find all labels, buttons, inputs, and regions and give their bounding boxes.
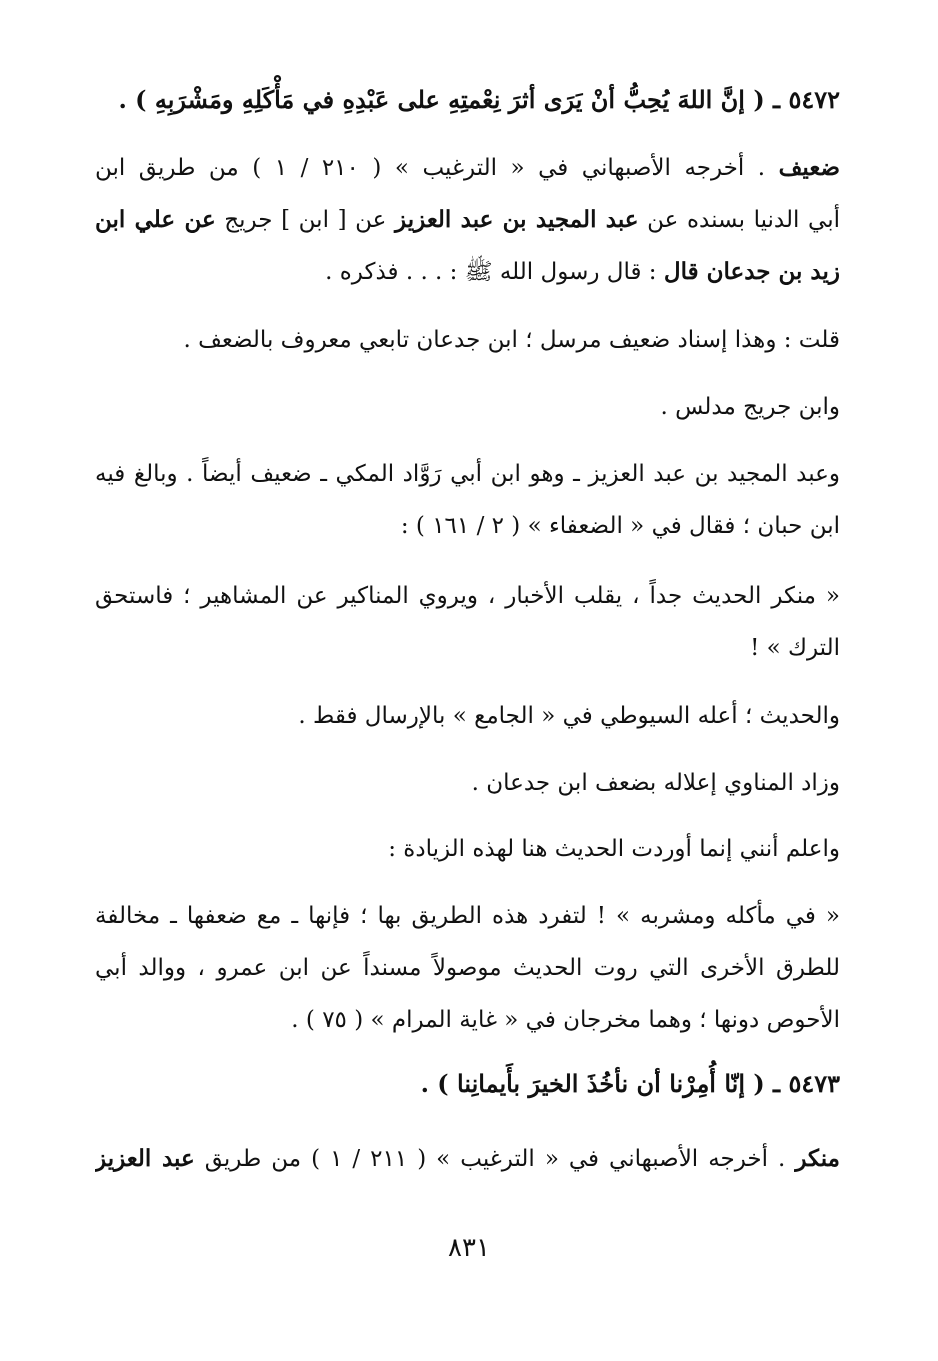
- text-line: « في مأكله ومشربه » ! لتفرد هذه الطريق بها ؛ فإنها ـ مع ضعفها ـ مخالفة: [95, 903, 840, 929]
- paragraph: [95, 823, 840, 875]
- text-line: الترك » !: [750, 635, 840, 661]
- paragraph: [95, 314, 840, 366]
- hadith-heading-5473: [95, 1058, 840, 1110]
- text-line: قلت : وهذا إسناد ضعيف مرسل ؛ ابن جدعان تابعي معروف بالضعف .: [183, 327, 840, 353]
- text-line: وعبد المجيد بن عبد العزيز ـ وهو ابن أبي رَوَّاد المكي ـ ضعيف أيضاً . وبالغ فيه: [95, 461, 840, 487]
- paragraph: [95, 690, 840, 742]
- grade-label: منكر: [795, 1145, 840, 1172]
- text-line: وابن جريج مدلس .: [660, 394, 840, 420]
- quote-paragraph: [95, 570, 840, 674]
- text-line: ضعيف . أخرجه الأصبهاني في « الترغيب » ( ٢١٠ / ١ ) من طريق ابن: [95, 154, 840, 181]
- text-line: أبي الدنيا بسنده عن عبد المجيد بن عبد العزيز عن [ ابن ] جريج عن علي ابن: [95, 206, 840, 233]
- text-line: الأحوص دونها ؛ وهما مخرجان في « غاية المرام » ( ٧٥ ) .: [291, 1007, 840, 1033]
- text-line: واعلم أنني إنما أوردت الحديث هنا لهذه الزيادة :: [388, 836, 840, 862]
- text-line: والحديث ؛ أعله السيوطي في « الجامع » بالإرسال فقط .: [298, 703, 840, 729]
- paragraph: [95, 890, 840, 1046]
- paragraph: [95, 448, 840, 552]
- paragraph: [95, 757, 840, 809]
- hadith-heading-5472: [95, 74, 840, 126]
- takhrij-paragraph-5472: [95, 142, 840, 298]
- heading-line: ٥٤٧٢ ـ ( إنَّ اللهَ يُحِبُّ أنْ يَرَى أثرَ نِعْمتِهِ على عَبْدِهِ في مَأْكَلِهِ ومَشْرَبِهِ ) .: [118, 85, 840, 114]
- text-line: « منكر الحديث جداً ، يقلب الأخبار ، ويروي المناكير عن المشاهير ؛ فاستحق: [95, 583, 840, 609]
- text-line: للطرق الأخرى التي روت الحديث موصولاً مسنداً عن ابن عمرو ، ووالد أبي: [95, 955, 840, 981]
- text-line: منكر . أخرجه الأصبهاني في « الترغيب » ( ٢١١ / ١ ) من طريق عبد العزيز: [95, 1145, 840, 1172]
- takhrij-paragraph-5473: [95, 1133, 840, 1185]
- text-line: ابن حبان ؛ فقال في « الضعفاء » ( ٢ / ١٦١ ) :: [400, 513, 840, 539]
- text-line: زيد بن جدعان قال : قال رسول الله ﷺ : . . . فذكره .: [325, 258, 840, 285]
- grade-label: ضعيف: [778, 154, 840, 181]
- paragraph: [95, 381, 840, 433]
- page-number: ٨٣١: [448, 1233, 490, 1263]
- text-line: وزاد المناوي إعلاله بضعف ابن جدعان .: [471, 770, 840, 796]
- heading-line: ٥٤٧٣ ـ ( إنّا أُمِرْنا أن نأخُذَ الخيرَ بأَيمانِنا ) .: [420, 1069, 840, 1098]
